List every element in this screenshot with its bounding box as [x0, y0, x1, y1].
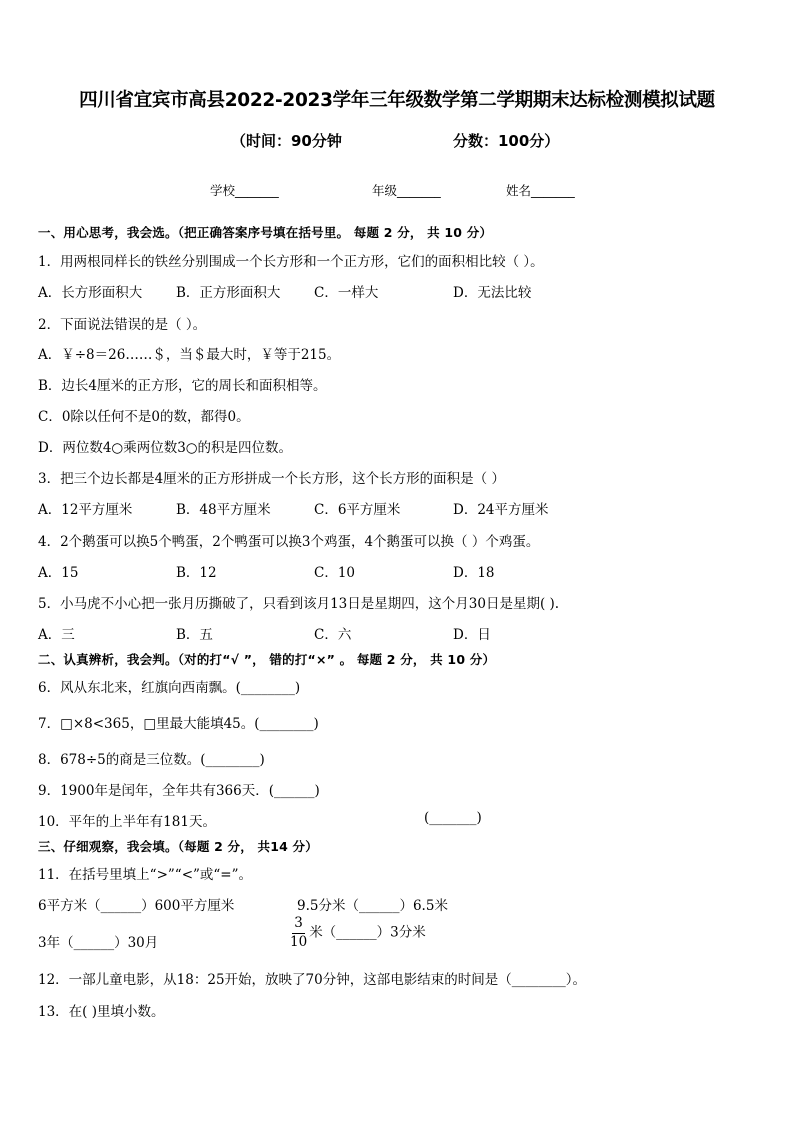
question-6: 6．风从东北来，红旗向西南飘。(________)	[38, 680, 301, 696]
q5-option-b: B．五	[176, 627, 213, 643]
school-field: 学校_______	[210, 183, 279, 198]
q3-option-c: C．6平方厘米	[314, 502, 401, 518]
question-9: 9．1900年是闰年，全年共有366天．(______)	[38, 783, 320, 799]
q5-option-c: C．六	[314, 627, 352, 643]
section-3-heading: 三、仔细观察，我会填。（每题 2 分， 共14 分）	[38, 839, 318, 854]
q11-compare-2: 9.5分米（______）6.5米	[297, 898, 448, 914]
q4-option-b: B．12	[176, 565, 217, 581]
q2-option-d: D．两位数4○乘两位数3○的积是四位数。	[38, 440, 293, 456]
q4-option-a: A．15	[38, 565, 79, 581]
question-10-blank: (_______)	[424, 810, 482, 826]
q1-option-a: A．长方形面积大	[38, 285, 143, 301]
q5-option-d: D．日	[453, 627, 491, 643]
fraction-denominator: 10	[290, 933, 308, 950]
q11-compare-4	[290, 917, 426, 949]
question-12: 12．一部儿童电影，从18：25开始，放映了70分钟，这部电影结束的时间是（________）。	[38, 972, 586, 988]
question-2: 2．下面说法错误的是（ ）。	[38, 317, 207, 333]
question-7: 7．□×8<365，□里最大能填45。(________)	[38, 716, 319, 732]
exam-title: 四川省宜宾市高县2022-2023学年三年级数学第二学期期末达标检测模拟试题	[79, 90, 715, 111]
question-10: 10．平年的上半年有181天。	[38, 814, 216, 830]
q11-compare-1: 6平方米（______）600平方厘米	[38, 898, 235, 914]
section-1-heading: 一、用心思考，我会选。（把正确答案序号填在括号里。 每题 2 分， 共 10 分）	[38, 225, 493, 240]
question-13: 13．在( )里填小数。	[38, 1004, 165, 1020]
q5-option-a: A．三	[38, 627, 75, 643]
q11-compare-3: 3年（______）30月	[38, 935, 159, 951]
q3-option-a: A．12平方厘米	[38, 502, 133, 518]
fraction-three-tenths	[290, 917, 307, 949]
q1-option-c: C．一样大	[314, 285, 379, 301]
fraction-numerator: 3	[292, 917, 305, 934]
q2-option-c: C．0除以任何不是0的数，都得0。	[38, 409, 250, 425]
q3-option-d: D．24平方厘米	[453, 502, 549, 518]
q3-option-b: B．48平方厘米	[176, 502, 271, 518]
q4-option-c: C．10	[314, 565, 356, 581]
exam-score: 分数：100分）	[453, 132, 560, 150]
q1-option-b: B．正方形面积大	[176, 285, 281, 301]
q4-option-d: D．18	[453, 565, 495, 581]
section-2-heading: 二、认真辨析，我会判。（对的打“√ ”， 错的打“×” 。 每题 2 分， 共 10 分）	[38, 652, 496, 667]
question-4: 4．2个鹅蛋可以换5个鸭蛋，2个鸭蛋可以换3个鸡蛋，4个鹅蛋可以换（ ）个鸡蛋。	[38, 534, 540, 550]
exam-time: （时间：90分钟	[231, 132, 342, 150]
q11-compare-4-text: 米（______）3分米	[309, 924, 426, 941]
grade-field: 年级_______	[372, 183, 441, 198]
q2-option-a: A．￥÷8＝26……＄，当＄最大时，￥等于215。	[38, 347, 341, 363]
question-8: 8．678÷5的商是三位数。(________)	[38, 752, 265, 768]
question-3: 3．把三个边长都是4厘米的正方形拼成一个长方形，这个长方形的面积是（ ）	[38, 471, 505, 487]
q2-option-b: B．边长4厘米的正方形，它的周长和面积相等。	[38, 378, 327, 394]
question-5: 5．小马虎不小心把一张月历撕破了，只看到该月13日是星期四，这个月30日是星期( ).	[38, 596, 560, 612]
question-11: 11．在括号里填上“>”“<”或“=”。	[38, 867, 253, 883]
q1-option-d: D．无法比较	[453, 285, 532, 301]
question-1: 1．用两根同样长的铁丝分别围成一个长方形和一个正方形，它们的面积相比较（ ）。	[38, 254, 544, 270]
name-field: 姓名_______	[506, 183, 575, 198]
